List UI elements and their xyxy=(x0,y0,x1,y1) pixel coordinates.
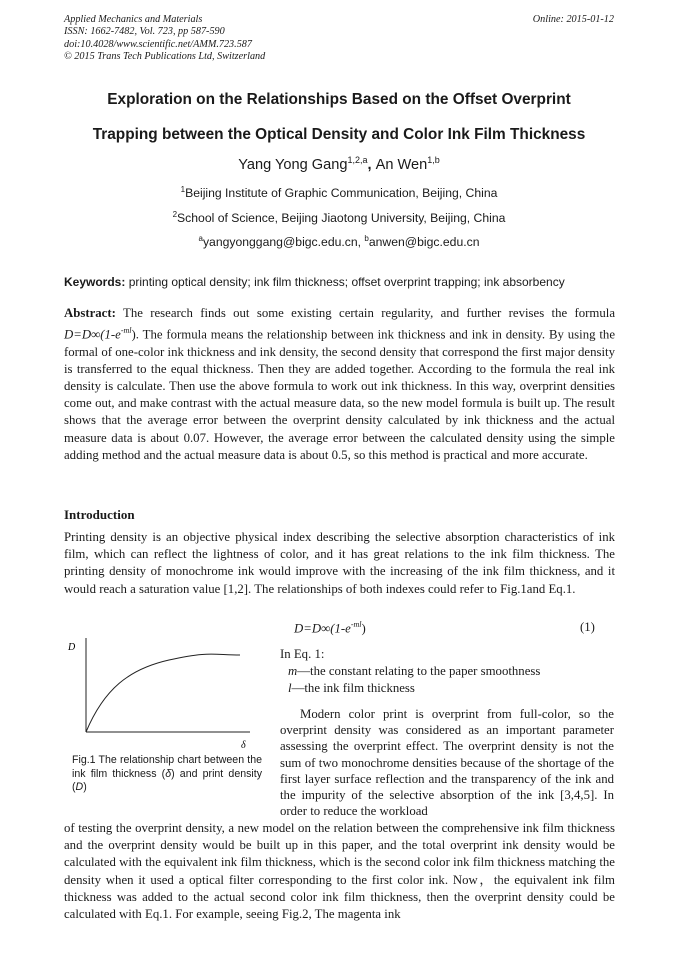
abstract-text-2: The formula means the relationship between ink thickness and ink in density. By using the formal of one-color ink thickness and ink density, the second density that correspond the first major density is transferred to the equal thickness. Then they are added together. According to the formula the real ink density is calculate. Then use the above formula to work out ink thickness. In this way, overprint densities come out, and make contrast with the actual measure data, so the new model formula is built up. The result shows that the average error between the overprint density calculated by ink thickness and the actual measure data is about 0.07. However, the average error between the calculated density using the simple adding method and the actual measure data is about 0.5, so this method is practical and more accurate. xyxy=(64,327,615,462)
email-b-marker: b xyxy=(364,234,369,243)
email-a-marker: a xyxy=(198,234,203,243)
author-line xyxy=(40,155,638,173)
email-b[interactable]: anwen@bigc.edu.cn xyxy=(368,235,480,250)
equation-1 xyxy=(294,620,366,636)
issn-line: ISSN: 1662-7482, Vol. 723, pp 587-590 xyxy=(64,26,225,38)
equation-number: (1) xyxy=(580,620,595,634)
saturation-curve xyxy=(86,654,240,732)
abstract-label: Abstract: xyxy=(64,306,116,320)
email-a[interactable]: yangyonggang@bigc.edu.cn, xyxy=(202,235,365,250)
keywords xyxy=(64,275,616,289)
caption-delta: δ xyxy=(165,767,172,780)
eq-lhs: D=D∞(1-e xyxy=(294,621,351,636)
eq-def-l xyxy=(288,680,415,697)
doi-line: doi:10.4028/www.scientific.net/AMM.723.587 xyxy=(64,38,252,50)
email-line xyxy=(40,234,638,249)
section-heading-introduction: Introduction xyxy=(64,507,135,522)
body-right-column: Modern color print is overprint from full-color, so the overprint density was considered as an important parameter assessing the overprint effect. The overprint density is not the sum of two monochrome densities because of the shortage of the first layer surface reflection and the transparency of the ink and the impurity of the selective absorption of the ink [3,4,5]. In order to reduce the workload xyxy=(280,707,614,819)
journal-header xyxy=(64,14,265,63)
body-continuation: of testing the overprint density, a new model on the relation between the comprehensive ink film thickness and the overprint density would be built up in this paper, and the total overprint ink density would be calculated with the equivalent ink film thickness, which is the second color ink film thickness matching the density when it used a optical filter corresponding to the first color ink. Now，the equivalent ink film thickness was added to the actual second color ink film thickness, then the overprint density could be calculated with Eq.1. For example, seeing Fig.2, The magenta ink xyxy=(64,821,615,922)
density-curve-chart xyxy=(64,634,264,752)
affiliation-1 xyxy=(40,185,638,200)
def-m: —the constant relating to the paper smoothness xyxy=(297,664,541,678)
paper-title-line-1: Exploration on the Relationships Based on the Offset Overprint xyxy=(107,91,571,108)
author-1: Yang Yong Gang xyxy=(238,156,348,173)
abstract-formula: D=D∞(1-e xyxy=(64,327,121,342)
intro-paragraph: Printing density is an objective physical index describing the selective absorption characteristics of ink film, which can reflect the lightness of color, and it has great relations to the ink film thickness. The printing density of monochrome ink would improve with the increasing of the ink film thickness, and it would reach a saturation value [1,2]. The relationships of both indexes could refer to Fig.1and Eq.1. xyxy=(64,530,615,596)
eq-intro: In Eq. 1: xyxy=(280,647,325,661)
abstract-formula-end: ). xyxy=(131,327,139,342)
y-axis-label: D xyxy=(68,642,76,653)
caption-part-b: ) and print density ( xyxy=(72,767,262,794)
symbol-l: l xyxy=(288,681,292,695)
copyright-line: © 2015 Trans Tech Publications Ltd, Switzerland xyxy=(64,50,266,62)
online-date: Online: 2015-01-12 xyxy=(532,14,614,25)
caption-part-a: Fig.1 The relationship chart between the ink film thickness ( xyxy=(72,754,262,780)
author-2-affil: 1,b xyxy=(427,155,440,165)
x-axis-label: δ xyxy=(241,740,246,751)
def-l: —the ink film thickness xyxy=(291,681,415,695)
eq-def-m xyxy=(288,663,540,680)
caption-d: D xyxy=(75,781,84,794)
caption-part-c: ) xyxy=(83,781,87,794)
aff-1-text: Beijing Institute of Graphic Communication, Beijing, China xyxy=(185,186,498,201)
aff-2-marker: 2 xyxy=(172,210,178,219)
affiliation-2 xyxy=(40,210,638,225)
figure-1 xyxy=(64,634,264,752)
abstract-text-1: The research finds out some existing certain regularity, and further revises the formula xyxy=(115,306,615,320)
eq-rhs: ) xyxy=(361,621,366,636)
aff-1-marker: 1 xyxy=(180,185,186,194)
keywords-text: printing optical density; ink film thickness; offset overprint trapping; ink absorbency xyxy=(125,275,565,289)
journal-name: Applied Mechanics and Materials xyxy=(64,14,203,25)
author-2: An Wen xyxy=(375,156,428,173)
symbol-m: m xyxy=(288,664,298,678)
paper-title-line-2: Trapping between the Optical Density and Color Ink Film Thickness xyxy=(92,126,586,143)
figure-1-caption xyxy=(72,754,262,795)
author-separator: , xyxy=(367,156,376,173)
author-1-affil: 1,2,a xyxy=(347,155,368,165)
keywords-label: Keywords: xyxy=(64,275,126,289)
aff-2-text: School of Science, Beijing Jiaotong University, Beijing, China xyxy=(177,211,506,226)
abstract-formula-exp: -ml xyxy=(120,326,132,336)
eq-exponent: -ml xyxy=(350,620,362,629)
abstract xyxy=(64,305,615,464)
